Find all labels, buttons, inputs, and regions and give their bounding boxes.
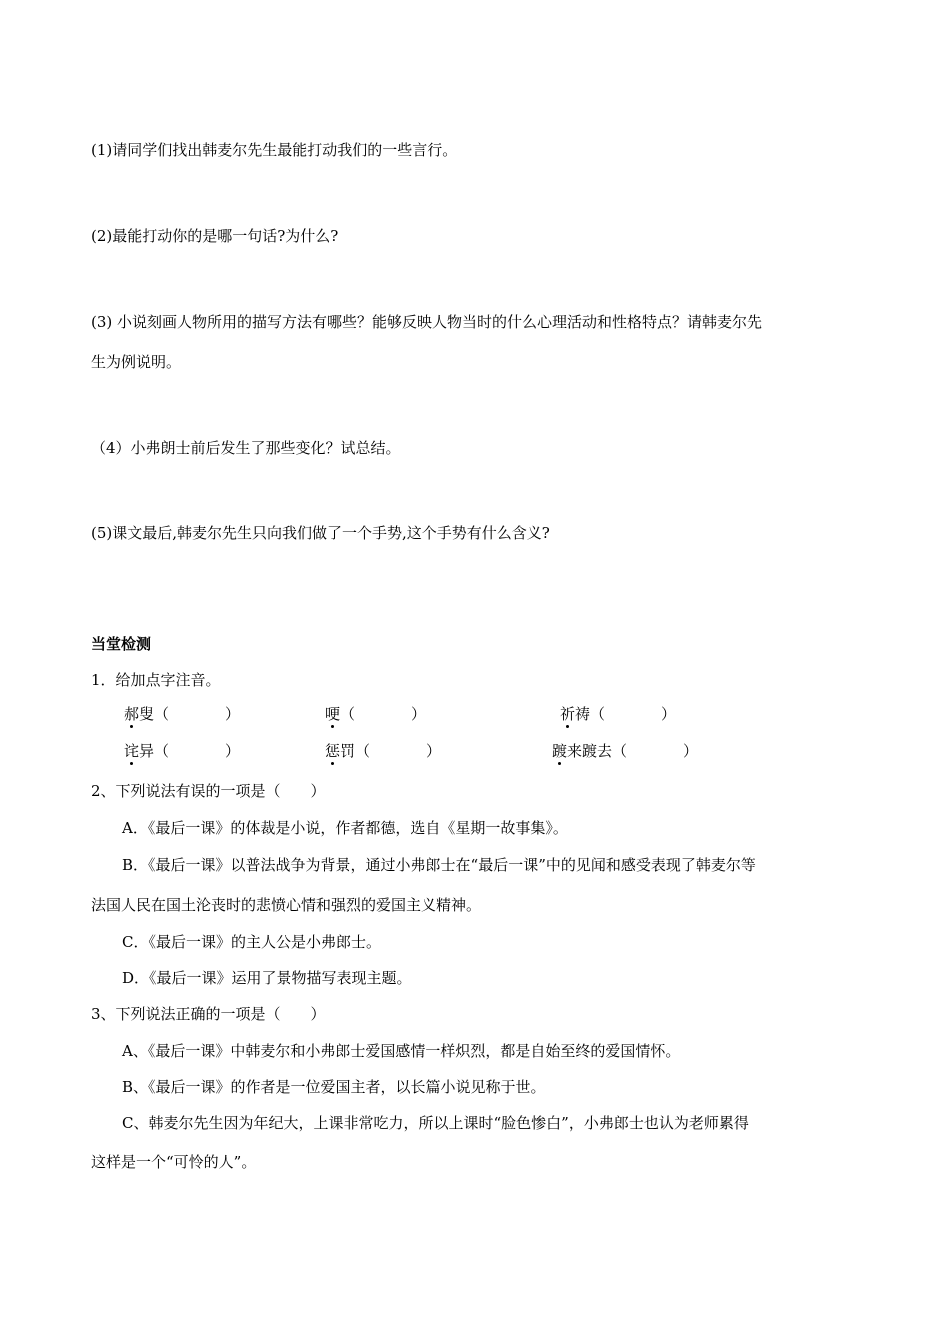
word-rest: 罚 [340,742,356,760]
item-3-title: 3、下列说法正确的一项是（ ） [91,1005,326,1023]
word-rest: 祷 [575,705,591,723]
dotted-char: 郝 [124,705,140,723]
item-2-option-d: D．《最后一课》运用了景物描写表现主题。 [122,969,412,987]
paren-close: ） [661,705,677,723]
paren-open: （ [590,705,606,723]
word-rest: 异 [139,742,155,760]
question-4: （4）小弗朗士前后发生了那些变化？试总结。 [91,439,401,457]
paren-open: （ [154,705,170,723]
section-heading: 当堂检测 [91,635,152,653]
paren-close: ） [426,742,442,760]
item-2-title: 2、下列说法有误的一项是（ ） [91,782,326,800]
item-2-option-b-line-1: B．《最后一课》以普法战争为背景，通过小弗郎士在“最后一课”中的见闻和感受表现了韩麦尔等 [122,856,756,874]
dotted-char: 惩 [325,742,341,760]
item-3-option-a: A、《最后一课》中韩麦尔和小弗郎士爱国感情一样炽烈，都是自始至终的爱国情怀。 [122,1042,681,1060]
dotted-char: 踱 [552,742,568,760]
paren-close: ） [225,705,241,723]
paren-open: （ [154,742,170,760]
pinyin-word-4 [124,741,240,761]
question-1: (1)请同学们找出韩麦尔先生最能打动我们的一些言行。 [91,141,458,159]
question-3-line-2: 生为例说明。 [91,353,182,371]
word-rest: 来踱去 [567,742,613,760]
item-1-title: 1．给加点字注音。 [91,671,221,689]
dotted-char: 哽 [325,705,341,723]
dotted-char: 诧 [124,742,140,760]
item-2-option-a: A．《最后一课》的体裁是小说，作者都德，选自《星期一故事集》。 [122,819,568,837]
pinyin-word-6 [552,741,698,761]
item-3-option-c-line-1: C、韩麦尔先生因为年纪大，上课非常吃力，所以上课时“脸色惨白”，小弗郎士也认为老师累得 [122,1114,749,1132]
item-3-option-b: B、《最后一课》的作者是一位爱国主者，以长篇小说见称于世。 [122,1078,546,1096]
item-2-option-c: C．《最后一课》的主人公是小弗郎士。 [122,933,381,951]
pinyin-word-5 [325,741,441,761]
question-5: (5)课文最后,韩麦尔先生只向我们做了一个手势,这个手势有什么含义? [91,524,550,542]
item-2-option-b-line-2: 法国人民在国土沦丧时的悲愤心情和强烈的爱国主义精神。 [91,896,482,914]
paren-open: （ [340,705,356,723]
paren-open: （ [612,742,628,760]
paren-close: ） [225,742,241,760]
pinyin-word-3 [560,704,676,724]
word-rest: 叟 [139,705,155,723]
paren-close: ） [411,705,427,723]
item-3-option-c-line-2: 这样是一个“可怜的人”。 [91,1153,257,1171]
dotted-char: 祈 [560,705,576,723]
paren-open: （ [355,742,371,760]
question-3-line-1: (3) 小说刻画人物所用的描写方法有哪些？能够反映人物当时的什么心理活动和性格特点？请韩麦尔先 [91,313,763,331]
question-2: (2)最能打动你的是哪一句话?为什么? [91,227,339,245]
pinyin-word-2 [325,704,426,724]
pinyin-word-1 [124,704,240,724]
paren-close: ） [683,742,699,760]
